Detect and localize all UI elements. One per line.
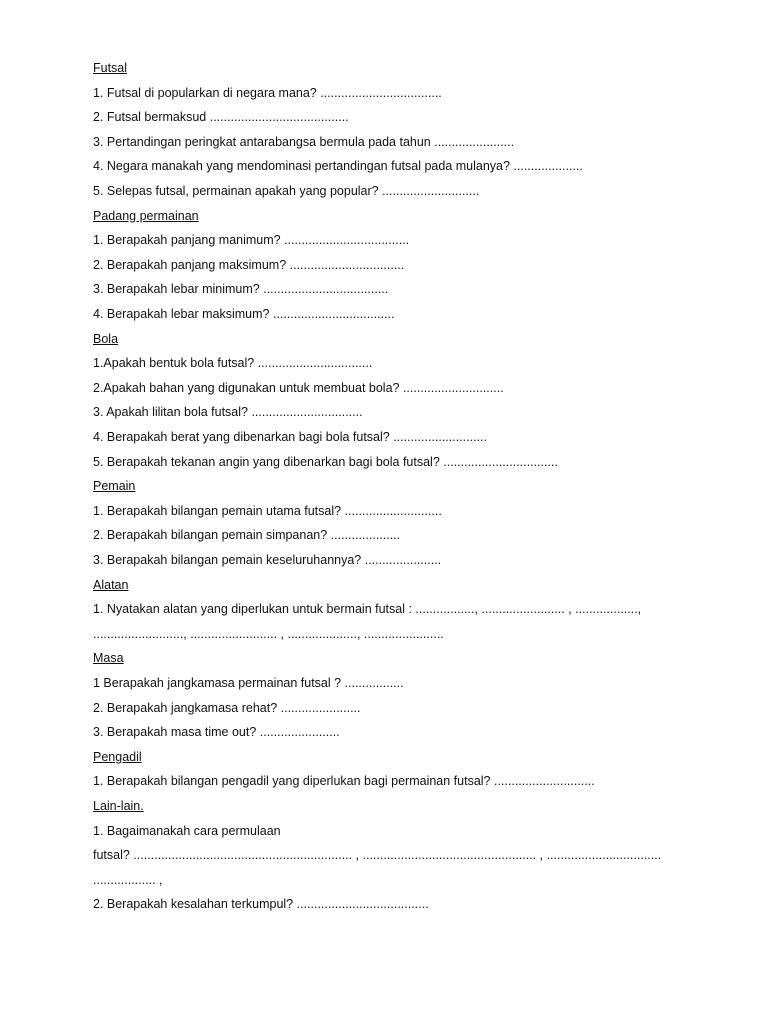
question-line: 3. Apakah lilitan bola futsal? ................................ xyxy=(93,405,363,420)
question-line: 1. Futsal di popularkan di negara mana? ................................... xyxy=(93,85,442,100)
question-line: .........................., ......................... , ...................., ....................... xyxy=(93,626,444,641)
question-line: 3. Pertandingan peringkat antarabangsa bermula pada tahun ....................... xyxy=(93,134,515,149)
question-line: 1. Nyatakan alatan yang diperlukan untuk bermain futsal : ................., ........................ , .................., xyxy=(93,602,642,617)
question-line: 2. Berapakah bilangan pemain simpanan? .................... xyxy=(93,528,401,543)
question-line: 1.Apakah bentuk bola futsal? ................................. xyxy=(93,356,373,371)
section-heading: Alatan xyxy=(93,577,129,592)
question-line: 4. Berapakah lebar maksimum? ................................... xyxy=(93,307,395,321)
section-heading: Futsal xyxy=(93,61,128,75)
question-line: 1. Berapakah bilangan pengadil yang diperlukan bagi permainan futsal? ............................. xyxy=(93,774,595,789)
question-line: futsal? ............................................................... , .................................................. , ................................. xyxy=(93,848,662,863)
section-heading: Pengadil xyxy=(93,749,142,764)
section-heading: Lain-lain. xyxy=(93,799,144,813)
question-line: 1. Berapakah panjang manimum? .................................... xyxy=(93,233,410,248)
question-line: 2. Futsal bermaksud ........................................ xyxy=(93,110,349,125)
question-line: 1 Berapakah jangkamasa permainan futsal ? ................. xyxy=(93,676,404,690)
section-heading: Masa xyxy=(93,651,124,666)
question-line: 3. Berapakah bilangan pemain keseluruhannya? ...................... xyxy=(93,553,442,567)
question-line: 5. Berapakah tekanan angin yang dibenarkan bagi bola futsal? ................................. xyxy=(93,454,558,469)
question-line: 1. Bagaimanakah cara permulaan xyxy=(93,823,281,838)
question-line: 1. Berapakah bilangan pemain utama futsal? ............................ xyxy=(93,503,442,518)
question-line: 2. Berapakah jangkamasa rehat? ....................... xyxy=(93,700,361,715)
question-line: 3. Berapakah lebar minimum? .................................... xyxy=(93,282,389,297)
question-line: 4. Negara manakah yang mendominasi pertandingan futsal pada mulanya? .................... xyxy=(93,159,583,174)
question-line: 3. Berapakah masa time out? ....................... xyxy=(93,725,340,740)
question-line: 2. Berapakah panjang maksimum? ................................. xyxy=(93,257,405,272)
question-line: 5. Selepas futsal, permainan apakah yang popular? ............................ xyxy=(93,184,480,198)
question-line: 4. Berapakah berat yang dibenarkan bagi bola futsal? ........................... xyxy=(93,430,487,444)
section-heading: Pemain xyxy=(93,479,136,494)
section-heading: Padang permainan xyxy=(93,208,199,223)
question-line: 2.Apakah bahan yang digunakan untuk membuat bola? ............................. xyxy=(93,380,504,395)
question-line: 2. Berapakah kesalahan terkumpul? ...................................... xyxy=(93,897,429,912)
section-heading: Bola xyxy=(93,331,119,346)
question-line: .................. , xyxy=(93,872,163,887)
